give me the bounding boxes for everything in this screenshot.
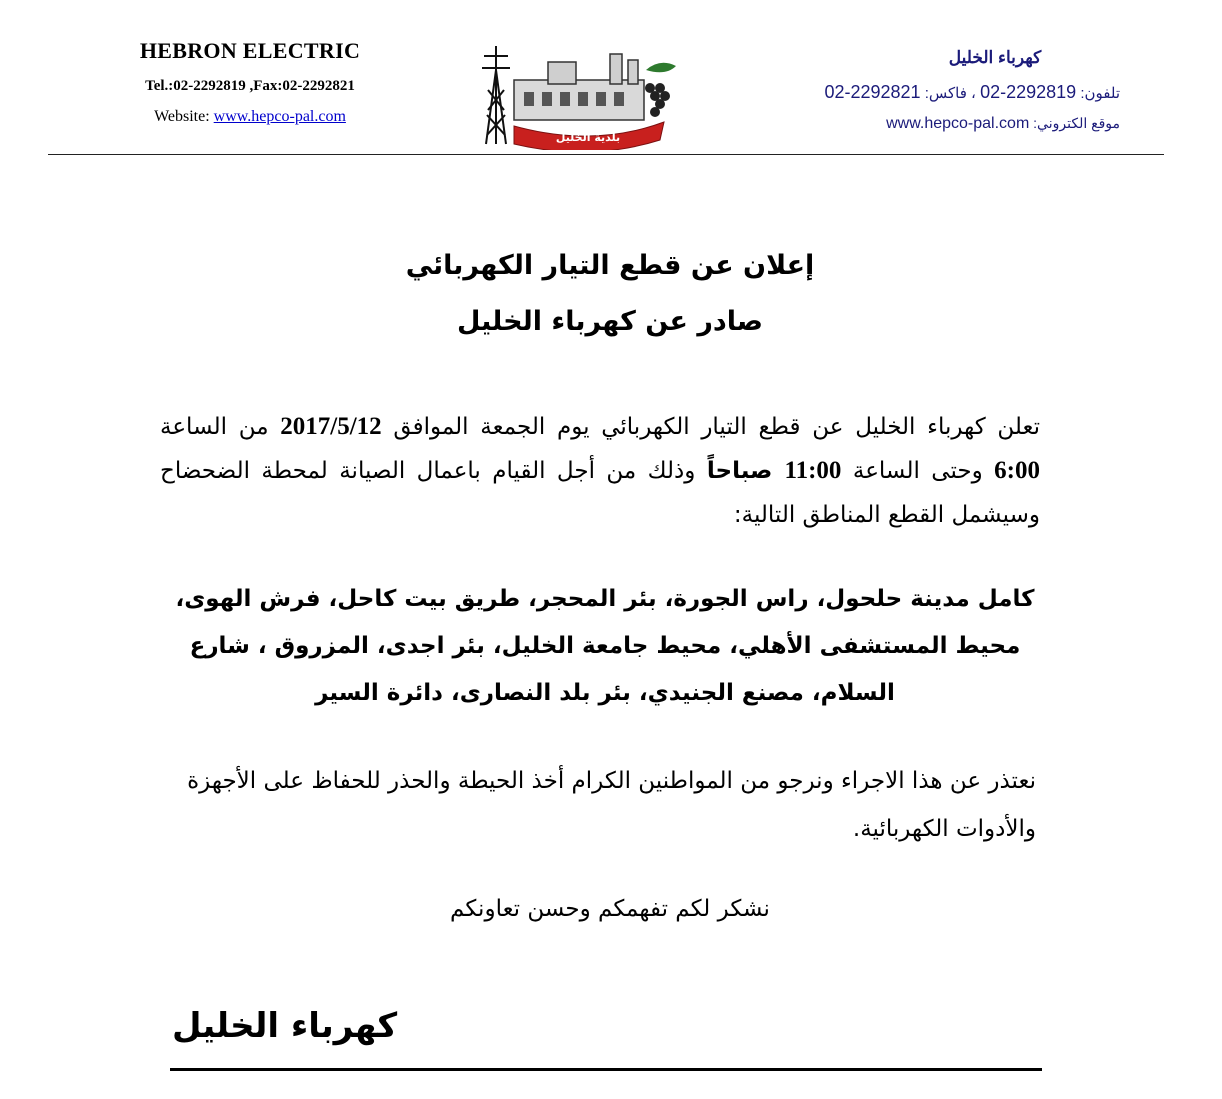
para1-part1: تعلن كهرباء الخليل عن قطع التيار الكهربائي يوم الجمعة الموافق: [381, 414, 1040, 440]
affected-areas: كامل مدينة حلحول، راس الجورة، بئر المحجر، طريق بيت كاحل، فرش الهوى، محيط المستشفى الأهلي، محيط جامعة الخليل، بئر اجدى، المزروق ، شارع السلام، مصنع الجنيدي، بئر بلد النصارى، دائرة السير: [175, 586, 1035, 706]
end-time: 11:00: [784, 457, 842, 484]
pylon-icon: [482, 46, 510, 144]
website-line-ar: [760, 115, 1120, 133]
start-time: 6:00: [994, 457, 1040, 484]
grapes-icon: [645, 63, 676, 117]
para1-part4: وذلك من أجل القيام باعمال الصيانة لمحطة الضحضاح وسيشمل القطع المناطق التالية:: [160, 458, 1040, 528]
thanks-line: نشكر لكم تفهمكم وحسن تعاونكم: [450, 896, 770, 922]
outage-date: 2017/5/12: [280, 413, 382, 440]
website-link-en[interactable]: www.hepco-pal.com: [213, 108, 346, 125]
website-label-en: Website:: [154, 108, 214, 125]
fax-label-ar: ، فاكس:: [920, 85, 981, 102]
website-label-ar: موقع الكتروني:: [1029, 115, 1120, 131]
website-line-en: [100, 108, 400, 126]
para1-part3: وحتى الساعة: [841, 458, 995, 484]
hebron-municipality-logo: [478, 40, 683, 150]
letterhead-english: [100, 38, 400, 126]
tel-label-ar: تلفون:: [1076, 85, 1120, 102]
notice-subtitle: صادر عن كهرباء الخليل: [457, 306, 763, 337]
company-name-ar: كهرباء الخليل: [948, 48, 1042, 67]
building-icon: [514, 54, 644, 120]
tel-fax-ar: [760, 82, 1120, 103]
morning-label: صباحاً: [706, 458, 785, 484]
notice-title: إعلان عن قطع التيار الكهربائي: [405, 250, 815, 281]
header-divider: [48, 154, 1164, 155]
letterhead-arabic: [760, 48, 1120, 133]
apology-paragraph: نعتذر عن هذا الاجراء ونرجو من المواطنين الكرام أخذ الحيطة والحذر للحفاظ على الأجهزة والأدوات الكهربائية.: [187, 768, 1036, 842]
signature: كهرباء الخليل: [172, 1006, 398, 1046]
fax-number-ar: 02-2292821: [824, 82, 921, 102]
tel-fax-en: Tel.:02-2292819 ,Fax:02-2292821: [145, 78, 355, 94]
logo-text: بلدية الخليل: [555, 131, 621, 144]
website-url-ar[interactable]: www.hepco-pal.com: [886, 115, 1030, 132]
para1-part2: من الساعة: [160, 414, 281, 440]
footer-divider: [170, 1068, 1042, 1071]
company-name-en: HEBRON ELECTRIC: [139, 38, 361, 63]
announcement-paragraph: [160, 405, 1040, 537]
tel-number-ar: 02-2292819: [980, 82, 1077, 102]
